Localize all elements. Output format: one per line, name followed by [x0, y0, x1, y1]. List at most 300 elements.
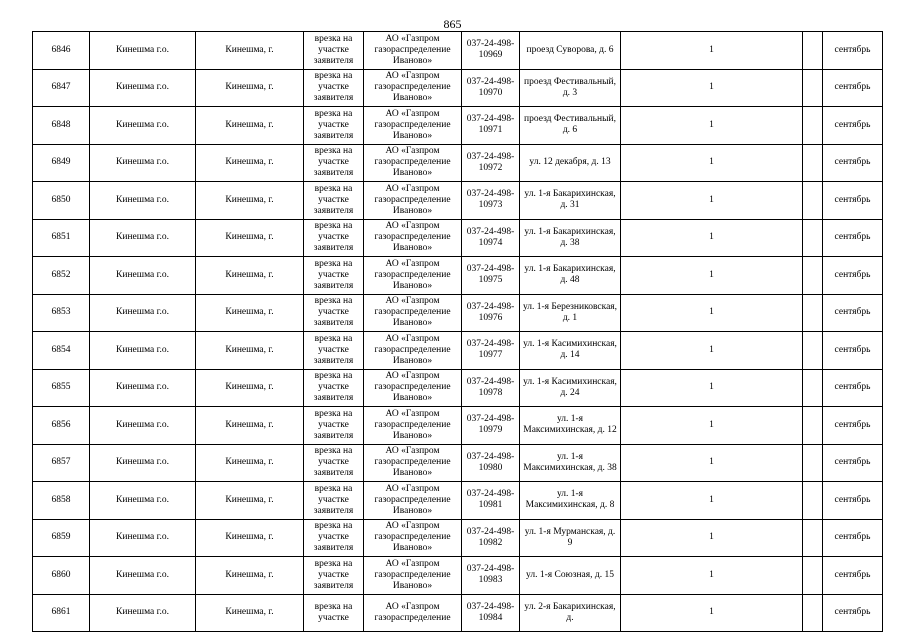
- cell-org: АО «Газпром газораспределение Иваново»: [374, 258, 451, 291]
- row-number-cell: [33, 32, 90, 70]
- cell-code: 037-24-498-10983: [466, 564, 515, 586]
- district-cell: [90, 482, 196, 520]
- object-code-cell: [462, 557, 520, 595]
- address-cell: [520, 444, 621, 482]
- cell-code: 037-24-498-10975: [466, 264, 515, 286]
- cell-num: 6853: [51, 307, 71, 318]
- cell-district: Кинешма г.о.: [116, 344, 169, 355]
- cell-qty: 1: [709, 419, 714, 430]
- cell-num: 6851: [51, 232, 71, 243]
- quantity-cell: [621, 444, 803, 482]
- cell-month: сентябрь: [834, 157, 871, 168]
- month-cell: [823, 407, 883, 445]
- cell-address: ул. 1-я Касимихинская, д. 14: [523, 339, 617, 361]
- cell-org: АО «Газпром газораспределение Иваново»: [374, 521, 451, 554]
- cell-district: Кинешма г.о.: [116, 269, 169, 280]
- cell-qty: 1: [709, 569, 714, 580]
- cell-address: ул. 1-я Касимихинская, д. 24: [523, 376, 617, 398]
- cell-num: 6857: [51, 457, 71, 468]
- organization-cell: [364, 369, 462, 407]
- address-cell: [520, 557, 621, 595]
- settlement-cell: [196, 294, 304, 332]
- object-code-cell: [462, 144, 520, 182]
- row-number-cell: [33, 594, 90, 632]
- quantity-cell: [621, 219, 803, 257]
- cell-code: 037-24-498-10977: [466, 339, 515, 361]
- connection-type-cell: [304, 107, 364, 145]
- cell-code: 037-24-498-10970: [466, 76, 515, 98]
- object-code-cell: [462, 294, 520, 332]
- row-number-cell: [33, 557, 90, 595]
- cell-district: Кинешма г.о.: [116, 307, 169, 318]
- cell-org: АО «Газпром газораспределение Иваново»: [374, 483, 451, 516]
- cell-month: сентябрь: [834, 494, 871, 505]
- address-cell: [520, 332, 621, 370]
- cell-num: 6859: [51, 532, 71, 543]
- month-cell: [823, 332, 883, 370]
- row-number-cell: [33, 444, 90, 482]
- cell-type: врезка на участке заявителя: [313, 483, 354, 516]
- connection-type-cell: [304, 594, 364, 632]
- district-cell: [90, 594, 196, 632]
- connection-type-cell: [304, 32, 364, 70]
- object-code-cell: [462, 69, 520, 107]
- organization-cell: [364, 407, 462, 445]
- table-row: [33, 332, 883, 370]
- settlement-cell: [196, 444, 304, 482]
- cell-code: 037-24-498-10973: [466, 189, 515, 211]
- cell-settlement: Кинешма, г.: [225, 382, 274, 393]
- table-row: [33, 519, 883, 557]
- connection-type-cell: [304, 407, 364, 445]
- quantity-cell: [621, 369, 803, 407]
- organization-cell: [364, 332, 462, 370]
- district-cell: [90, 369, 196, 407]
- address-cell: [520, 257, 621, 295]
- organization-cell: [364, 219, 462, 257]
- cell-district: Кинешма г.о.: [116, 494, 169, 505]
- empty-cell: [803, 332, 823, 370]
- month-cell: [823, 144, 883, 182]
- settlement-cell: [196, 332, 304, 370]
- cell-code: 037-24-498-10969: [466, 39, 515, 61]
- row-number-cell: [33, 369, 90, 407]
- cell-district: Кинешма г.о.: [116, 419, 169, 430]
- month-cell: [823, 107, 883, 145]
- cell-type: врезка на участке заявителя: [313, 146, 354, 179]
- cell-num: 6849: [51, 157, 71, 168]
- cell-settlement: Кинешма, г.: [225, 194, 274, 205]
- empty-cell: [803, 482, 823, 520]
- quantity-cell: [621, 107, 803, 145]
- connection-type-cell: [304, 294, 364, 332]
- cell-type: врезка на участке заявителя: [313, 108, 354, 141]
- district-cell: [90, 407, 196, 445]
- row-number-cell: [33, 482, 90, 520]
- address-cell: [520, 107, 621, 145]
- cell-org: АО «Газпром газораспределение Иваново»: [374, 71, 451, 104]
- cell-qty: 1: [709, 44, 714, 55]
- row-number-cell: [33, 144, 90, 182]
- connection-type-cell: [304, 257, 364, 295]
- cell-settlement: Кинешма, г.: [225, 232, 274, 243]
- cell-district: Кинешма г.о.: [116, 119, 169, 130]
- cell-num: 6860: [51, 569, 71, 580]
- cell-district: Кинешма г.о.: [116, 532, 169, 543]
- cell-qty: 1: [709, 82, 714, 93]
- quantity-cell: [621, 69, 803, 107]
- month-cell: [823, 482, 883, 520]
- cell-code: 037-24-498-10979: [466, 414, 515, 436]
- cell-month: сентябрь: [834, 569, 871, 580]
- cell-num: 6855: [51, 382, 71, 393]
- gas-connection-table: [32, 31, 883, 632]
- connection-type-cell: [304, 444, 364, 482]
- cell-district: Кинешма г.о.: [116, 194, 169, 205]
- cell-qty: 1: [709, 457, 714, 468]
- cell-district: Кинешма г.о.: [116, 569, 169, 580]
- empty-cell: [803, 557, 823, 595]
- table-row: [33, 482, 883, 520]
- cell-month: сентябрь: [834, 419, 871, 430]
- table-row: [33, 257, 883, 295]
- month-cell: [823, 594, 883, 632]
- row-number-cell: [33, 107, 90, 145]
- organization-cell: [364, 182, 462, 220]
- cell-qty: 1: [709, 607, 714, 618]
- cell-type: врезка на участке: [314, 601, 353, 623]
- cell-type: врезка на участке заявителя: [313, 33, 354, 66]
- cell-qty: 1: [709, 494, 714, 505]
- district-cell: [90, 144, 196, 182]
- cell-code: 037-24-498-10980: [466, 451, 515, 473]
- address-cell: [520, 219, 621, 257]
- cell-month: сентябрь: [834, 119, 871, 130]
- organization-cell: [364, 444, 462, 482]
- cell-num: 6850: [51, 194, 71, 205]
- object-code-cell: [462, 257, 520, 295]
- cell-address: ул. 1-я Бакарихинская, д. 48: [524, 264, 616, 286]
- address-cell: [520, 369, 621, 407]
- cell-org: АО «Газпром газораспределение Иваново»: [374, 408, 451, 441]
- quantity-cell: [621, 557, 803, 595]
- table-row: [33, 107, 883, 145]
- cell-district: Кинешма г.о.: [116, 457, 169, 468]
- month-cell: [823, 69, 883, 107]
- table-row: [33, 407, 883, 445]
- object-code-cell: [462, 519, 520, 557]
- cell-type: врезка на участке заявителя: [313, 558, 354, 591]
- settlement-cell: [196, 257, 304, 295]
- row-number-cell: [33, 257, 90, 295]
- row-number-cell: [33, 69, 90, 107]
- month-cell: [823, 182, 883, 220]
- district-cell: [90, 69, 196, 107]
- cell-type: врезка на участке заявителя: [313, 221, 354, 254]
- month-cell: [823, 519, 883, 557]
- connection-type-cell: [304, 369, 364, 407]
- quantity-cell: [621, 407, 803, 445]
- cell-type: врезка на участке заявителя: [313, 296, 354, 329]
- cell-qty: 1: [709, 269, 714, 280]
- settlement-cell: [196, 557, 304, 595]
- table-row: [33, 219, 883, 257]
- month-cell: [823, 294, 883, 332]
- cell-month: сентябрь: [834, 532, 871, 543]
- cell-org: АО «Газпром газораспределение Иваново»: [374, 371, 451, 404]
- empty-cell: [803, 594, 823, 632]
- cell-code: 037-24-498-10972: [466, 151, 515, 173]
- cell-num: 6861: [51, 607, 71, 618]
- cell-settlement: Кинешма, г.: [225, 157, 274, 168]
- cell-district: Кинешма г.о.: [116, 157, 169, 168]
- settlement-cell: [196, 594, 304, 632]
- cell-settlement: Кинешма, г.: [225, 44, 274, 55]
- settlement-cell: [196, 519, 304, 557]
- district-cell: [90, 444, 196, 482]
- cell-code: 037-24-498-10971: [466, 114, 515, 136]
- cell-month: сентябрь: [834, 457, 871, 468]
- district-cell: [90, 257, 196, 295]
- month-cell: [823, 32, 883, 70]
- cell-address: ул. 1-я Мурманская, д. 9: [524, 526, 616, 548]
- month-cell: [823, 369, 883, 407]
- cell-address: ул. 1-я Бакарихинская, д. 38: [524, 226, 616, 248]
- object-code-cell: [462, 219, 520, 257]
- table-row: [33, 32, 883, 70]
- organization-cell: [364, 294, 462, 332]
- cell-type: врезка на участке заявителя: [313, 371, 354, 404]
- empty-cell: [803, 294, 823, 332]
- address-cell: [520, 69, 621, 107]
- cell-code: 037-24-498-10978: [466, 376, 515, 398]
- cell-address: проезд Фестивальный, д. 3: [524, 76, 616, 98]
- cell-district: Кинешма г.о.: [116, 382, 169, 393]
- organization-cell: [364, 257, 462, 295]
- quantity-cell: [621, 482, 803, 520]
- cell-num: 6858: [51, 494, 71, 505]
- cell-org: АО «Газпром газораспределение Иваново»: [374, 108, 451, 141]
- address-cell: [520, 32, 621, 70]
- cell-org: АО «Газпром газораспределение Иваново»: [374, 558, 451, 591]
- cell-settlement: Кинешма, г.: [225, 569, 274, 580]
- empty-cell: [803, 257, 823, 295]
- object-code-cell: [462, 482, 520, 520]
- quantity-cell: [621, 144, 803, 182]
- settlement-cell: [196, 482, 304, 520]
- settlement-cell: [196, 182, 304, 220]
- cell-org: АО «Газпром газораспределение Иваново»: [374, 446, 451, 479]
- cell-org: АО «Газпром газораспределение: [374, 601, 451, 623]
- address-cell: [520, 144, 621, 182]
- cell-address: проезд Фестивальный, д. 6: [524, 114, 616, 136]
- cell-num: 6856: [51, 419, 71, 430]
- cell-district: Кинешма г.о.: [116, 44, 169, 55]
- organization-cell: [364, 107, 462, 145]
- district-cell: [90, 519, 196, 557]
- row-number-cell: [33, 294, 90, 332]
- cell-address: ул. 2-я Бакарихинская, д.: [524, 601, 616, 623]
- cell-settlement: Кинешма, г.: [225, 494, 274, 505]
- cell-address: проезд Суворова, д. 6: [526, 44, 614, 55]
- cell-qty: 1: [709, 157, 714, 168]
- cell-address: ул. 1-я Бакарихинская, д. 31: [524, 189, 616, 211]
- cell-qty: 1: [709, 532, 714, 543]
- address-cell: [520, 594, 621, 632]
- cell-org: АО «Газпром газораспределение Иваново»: [374, 296, 451, 329]
- quantity-cell: [621, 332, 803, 370]
- cell-address: ул. 12 декабря, д. 13: [529, 157, 611, 168]
- cell-settlement: Кинешма, г.: [225, 269, 274, 280]
- cell-code: 037-24-498-10974: [466, 226, 515, 248]
- month-cell: [823, 444, 883, 482]
- cell-qty: 1: [709, 232, 714, 243]
- cell-type: врезка на участке заявителя: [313, 521, 354, 554]
- cell-code: 037-24-498-10981: [466, 489, 515, 511]
- object-code-cell: [462, 107, 520, 145]
- row-number-cell: [33, 407, 90, 445]
- district-cell: [90, 294, 196, 332]
- cell-settlement: Кинешма, г.: [225, 82, 274, 93]
- empty-cell: [803, 182, 823, 220]
- object-code-cell: [462, 182, 520, 220]
- organization-cell: [364, 69, 462, 107]
- address-cell: [520, 182, 621, 220]
- settlement-cell: [196, 32, 304, 70]
- empty-cell: [803, 369, 823, 407]
- organization-cell: [364, 482, 462, 520]
- cell-month: сентябрь: [834, 269, 871, 280]
- connection-type-cell: [304, 519, 364, 557]
- cell-month: сентябрь: [834, 307, 871, 318]
- cell-address: ул. 1-я Максимихинская, д. 12: [523, 414, 617, 436]
- cell-org: АО «Газпром газораспределение Иваново»: [374, 183, 451, 216]
- district-cell: [90, 219, 196, 257]
- district-cell: [90, 182, 196, 220]
- cell-month: сентябрь: [834, 44, 871, 55]
- row-number-cell: [33, 219, 90, 257]
- empty-cell: [803, 219, 823, 257]
- district-cell: [90, 557, 196, 595]
- cell-address: ул. 1-я Максимихинская, д. 8: [525, 489, 615, 511]
- row-number-cell: [33, 519, 90, 557]
- month-cell: [823, 257, 883, 295]
- connection-type-cell: [304, 69, 364, 107]
- cell-qty: 1: [709, 344, 714, 355]
- cell-org: АО «Газпром газораспределение Иваново»: [374, 146, 451, 179]
- cell-qty: 1: [709, 307, 714, 318]
- district-cell: [90, 107, 196, 145]
- cell-month: сентябрь: [834, 382, 871, 393]
- table-row: [33, 594, 883, 632]
- settlement-cell: [196, 69, 304, 107]
- district-cell: [90, 32, 196, 70]
- row-number-cell: [33, 182, 90, 220]
- empty-cell: [803, 32, 823, 70]
- organization-cell: [364, 594, 462, 632]
- month-cell: [823, 557, 883, 595]
- cell-num: 6847: [51, 82, 71, 93]
- address-cell: [520, 294, 621, 332]
- organization-cell: [364, 519, 462, 557]
- cell-address: ул. 1-я Максимихинская, д. 38: [523, 451, 617, 473]
- cell-org: АО «Газпром газораспределение Иваново»: [374, 333, 451, 366]
- settlement-cell: [196, 407, 304, 445]
- connection-type-cell: [304, 332, 364, 370]
- empty-cell: [803, 69, 823, 107]
- cell-district: Кинешма г.о.: [116, 232, 169, 243]
- table-row: [33, 444, 883, 482]
- organization-cell: [364, 144, 462, 182]
- connection-type-cell: [304, 219, 364, 257]
- connection-type-cell: [304, 557, 364, 595]
- settlement-cell: [196, 107, 304, 145]
- table-row: [33, 144, 883, 182]
- cell-num: 6852: [51, 269, 71, 280]
- quantity-cell: [621, 182, 803, 220]
- object-code-cell: [462, 332, 520, 370]
- organization-cell: [364, 557, 462, 595]
- cell-month: сентябрь: [834, 194, 871, 205]
- settlement-cell: [196, 369, 304, 407]
- address-cell: [520, 519, 621, 557]
- object-code-cell: [462, 407, 520, 445]
- district-cell: [90, 332, 196, 370]
- cell-address: ул. 1-я Березниковская, д. 1: [522, 301, 618, 323]
- settlement-cell: [196, 219, 304, 257]
- quantity-cell: [621, 257, 803, 295]
- cell-settlement: Кинешма, г.: [225, 307, 274, 318]
- cell-settlement: Кинешма, г.: [225, 119, 274, 130]
- cell-month: сентябрь: [834, 607, 871, 618]
- cell-district: Кинешма г.о.: [116, 82, 169, 93]
- row-number-cell: [33, 332, 90, 370]
- quantity-cell: [621, 594, 803, 632]
- cell-settlement: Кинешма, г.: [225, 532, 274, 543]
- month-cell: [823, 219, 883, 257]
- cell-qty: 1: [709, 382, 714, 393]
- cell-code: 037-24-498-10984: [466, 601, 515, 623]
- address-cell: [520, 482, 621, 520]
- address-cell: [520, 407, 621, 445]
- connection-type-cell: [304, 182, 364, 220]
- cell-type: врезка на участке заявителя: [313, 446, 354, 479]
- table-row: [33, 69, 883, 107]
- table-row: [33, 557, 883, 595]
- quantity-cell: [621, 32, 803, 70]
- object-code-cell: [462, 32, 520, 70]
- cell-settlement: Кинешма, г.: [225, 419, 274, 430]
- object-code-cell: [462, 369, 520, 407]
- table-row: [33, 182, 883, 220]
- cell-num: 6846: [51, 44, 71, 55]
- empty-cell: [803, 444, 823, 482]
- cell-settlement: Кинешма, г.: [225, 457, 274, 468]
- cell-type: врезка на участке заявителя: [313, 258, 354, 291]
- empty-cell: [803, 519, 823, 557]
- cell-month: сентябрь: [834, 232, 871, 243]
- object-code-cell: [462, 444, 520, 482]
- table-row: [33, 369, 883, 407]
- cell-address: ул. 1-я Союзная, д. 15: [526, 569, 614, 580]
- table-row: [33, 294, 883, 332]
- empty-cell: [803, 407, 823, 445]
- empty-cell: [803, 107, 823, 145]
- quantity-cell: [621, 519, 803, 557]
- cell-qty: 1: [709, 194, 714, 205]
- cell-district: Кинешма г.о.: [116, 607, 169, 618]
- cell-type: врезка на участке заявителя: [313, 71, 354, 104]
